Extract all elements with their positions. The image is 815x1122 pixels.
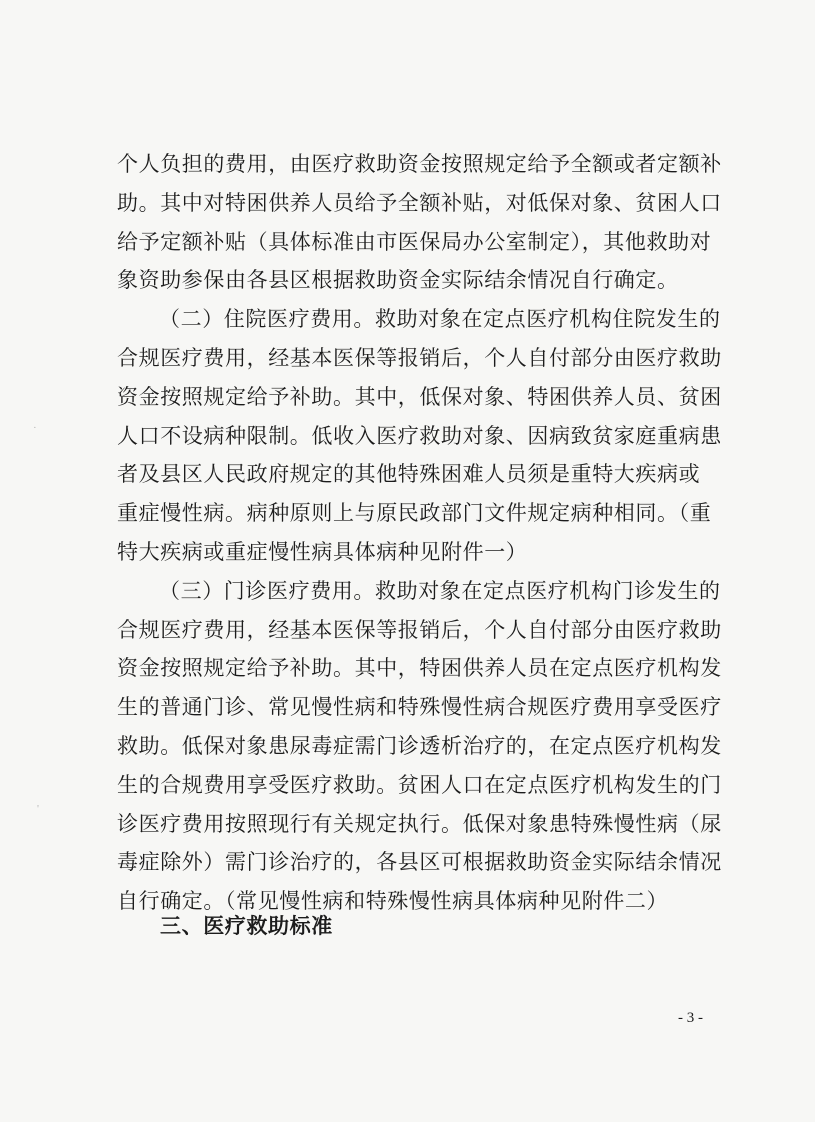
text-line: 特大疾病或重症慢性病具体病种见附件一） (117, 539, 528, 564)
text-line: 象资助参保由各县区根据救助资金实际结余情况自行确定。 (117, 268, 679, 293)
text-line: 资金按照规定给予补助。其中，低保对象、特困供养人员、贫困 (117, 384, 722, 409)
text-line: 救助。低保对象患尿毒症需门诊透析治疗的，在定点医疗机构发 (117, 733, 722, 758)
body-text (117, 145, 722, 921)
paragraph-heading-outpatient: （三）门诊医疗费用。救助对象在定点医疗机构门诊发生的 (159, 578, 721, 603)
page-number: - 3 - (678, 1010, 703, 1026)
text-line: 给予定额补贴（具体标准由市医保局办公室制定），其他救助对 (117, 229, 712, 254)
text-line: 自行确定。（常见慢性病和特殊慢性病具体病种见附件二） (117, 889, 669, 914)
text-line: 资金按照规定给予补助。其中，特困供养人员在定点医疗机构发 (117, 656, 722, 681)
text-line: 助。其中对特困供养人员给予全额补贴，对低保对象、贫困人口 (117, 190, 722, 215)
text-line: 毒症除外）需门诊治疗的，各县区可根据救助资金实际结余情况 (117, 850, 722, 875)
scan-speck: · (33, 422, 37, 434)
text-line: 生的合规费用享受医疗救助。贫困人口在定点医疗机构发生的门 (117, 772, 722, 797)
text-line: 者及县区人民政府规定的其他特殊困难人员须是重特大疾病或 (117, 462, 701, 487)
text-line: 合规医疗费用，经基本医保等报销后，个人自付部分由医疗救助 (117, 617, 722, 642)
text-line: 诊医疗费用按照现行有关规定执行。低保对象患特殊慢性病（尿 (117, 811, 722, 836)
text-line: 合规医疗费用，经基本医保等报销后，个人自付部分由医疗救助 (117, 345, 722, 370)
scan-speck: ' (37, 803, 39, 815)
section-heading: 三、医疗救助标准 (160, 914, 333, 938)
text-line: 生的普通门诊、常见慢性病和特殊慢性病合规医疗费用享受医疗 (117, 695, 722, 720)
paragraph-heading-hospitalization: （二）住院医疗费用。救助对象在定点医疗机构住院发生的 (159, 307, 721, 332)
text-line: 人口不设病种限制。低收入医疗救助对象、因病致贫家庭重病患 (117, 423, 722, 448)
text-line: 重症慢性病。病种原则上与原民政部门文件规定病种相同。（重 (117, 501, 712, 526)
text-line: 个人负担的费用，由医疗救助资金按照规定给予全额或者定额补 (117, 152, 722, 176)
